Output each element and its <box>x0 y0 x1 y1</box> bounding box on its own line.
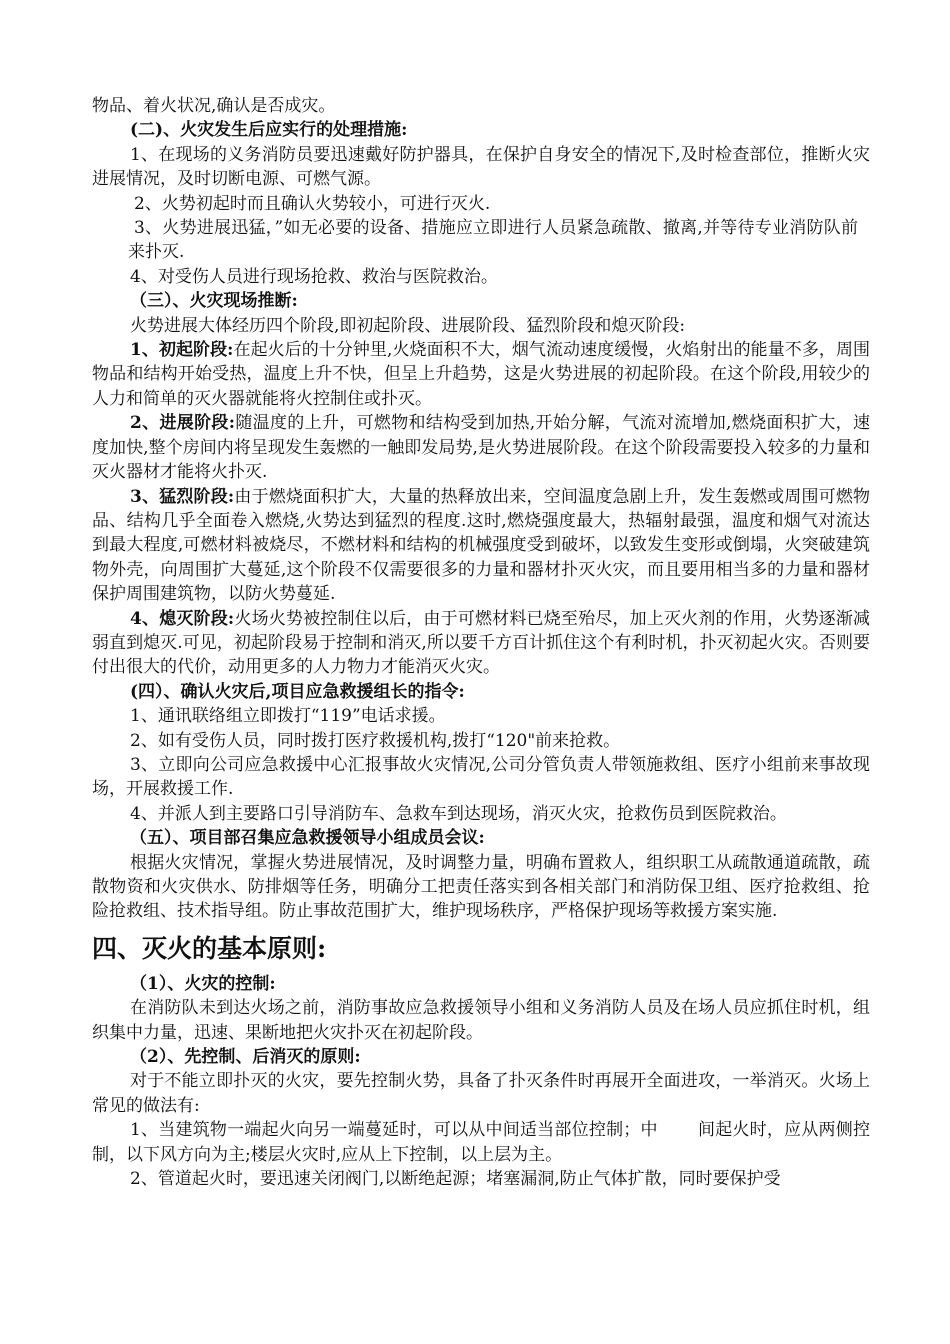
section-heading: (二)、火灾发生后应实行的处理措施: <box>130 120 408 141</box>
paragraph: 2、管道起火时，要迅速关闭阀门,以断绝起源；堵塞漏洞,防止气体扩散，同时要保护受 <box>130 1169 781 1190</box>
paragraph: 1、通讯联络组立即拨打“119”电话求援。 <box>130 706 446 727</box>
paragraph: 4、对受伤人员进行现场抢救、救治与医院救治。 <box>130 266 498 287</box>
section-heading: （1）、火灾的控制: <box>130 973 276 994</box>
section-heading: （三）、火灾现场推断: <box>130 291 298 312</box>
section-heading: （2）、先控制、后消灭的原则: <box>130 1047 361 1068</box>
text-run: 间起火时，应从两侧控制，以下风方向为主;楼层火灾时,应从上下控制，以上层为主。 <box>92 1120 870 1165</box>
paragraph <box>92 338 870 411</box>
text-run: 1、当建筑物一端起火向另一端蔓延时，可以从中间适当部位控制；中 <box>130 1120 658 1141</box>
paragraph: 3、立即向公司应急救援中心汇报事故火灾情况,公司分管负责人带领施救组、医疗小组前来事故现场，开展救援工作. <box>92 754 870 800</box>
paragraph <box>92 607 870 680</box>
stage-text: 由于燃烧面积扩大，大量的热释放出来，空间温度急剧上升，发生轰燃或周围可燃物品、结构几乎全面卷入燃烧,火势达到猛烈的程度.这时,燃烧强度最大，热辐射最强，温度和烟气对流达到最大程度,可燃材料被烧尽，不燃材料和结构的机械强度受到破坏，以致发生变形或倒塌，火突破建筑物外壳，向周围扩大蔓延,这个阶段不仅需要很多的力量和器材扑灭火灾，而且要用相当多的力量和器材保护周围建筑物，以防火势蔓延. <box>92 486 871 605</box>
stage-text: 在起火后的十分钟里,火烧面积不大，烟气流动速度缓慢，火焰射出的能量不多，周围物品和结构开始受热，温度上升不快，但呈上升趋势，这是火势进展的初起阶段。在这个阶段,用较少的人力和简单的灭火器就能将火控制住或扑灭。 <box>92 340 871 409</box>
paragraph: 物品、着火状况,确认是否成灾。 <box>92 96 336 116</box>
section-heading: （五）、项目部召集应急救援领导小组成员会议: <box>130 828 485 849</box>
paragraph <box>92 485 870 607</box>
stage-text: 随温度的上升，可燃物和结构受到加热,开始分解，气流对流增加,燃烧面积扩大，速度加快,整个房间内将呈现发生轰燃的一触即发局势,是火势进展阶段。在这个阶段需要投入较多的力量和灭火器材才能将火扑灭. <box>92 413 870 483</box>
main-heading: 四、灭火的基本原则: <box>92 933 327 963</box>
paragraph: 2、如有受伤人员，同时拨打医疗救援机构,拨打“120"前来抢救。 <box>130 730 621 751</box>
stage-text: 火场火势被控制住以后，由于可燃材料已烧至殆尽，加上灭火剂的作用，火势逐渐减弱直到熄灭.可见，初起阶段易于控制和消灭,所以要千方百计抓住这个有利时机，扑灭初起火灾。否则要付出很大的代价，动用更多的人力物力才能消灭火灾。 <box>92 608 871 678</box>
paragraph: 3、火势进展迅猛，”如无必要的设备、措施应立即进行人员紧急疏散、撤离,并等待专业消防队前来扑灭. <box>128 218 858 263</box>
paragraph <box>92 1118 870 1167</box>
paragraph: 2、火势初起时而且确认火势较小，可进行灭火. <box>134 193 491 214</box>
paragraph <box>92 411 870 484</box>
stage-title: 3、猛烈阶段: <box>130 486 235 507</box>
stage-title: 2、进展阶段: <box>130 413 236 434</box>
paragraph: 根据火灾情况，掌握火势进展情况，及时调整力量，明确布置救人，组织职工从疏散通道疏散，疏散物资和火灾供水、防排烟等任务，明确分工把责任落实到各相关部门和消防保卫组、医疗抢救组、抢险抢救组、技术指导组。防止事故范围扩大，维护现场秩序，严格保护现场等救援方案实施. <box>92 852 870 922</box>
paragraph: 1、在现场的义务消防员要迅速戴好防护器具，在保护自身安全的情况下,及时检查部位，推断火灾进展情况，及时切断电源、可燃气源。 <box>92 144 870 190</box>
paragraph: 对于不能立即扑灭的火灾，要先控制火势，具备了扑灭条件时再展开全面进攻，一举消灭。火场上常见的做法有: <box>92 1071 870 1116</box>
stage-title: 4、熄灭阶段: <box>130 608 235 629</box>
section-heading: (四）、确认火灾后,项目应急救援组长的指令: <box>130 681 465 702</box>
stage-title: 1、初起阶段: <box>130 340 234 361</box>
paragraph: 在消防队未到达火场之前，消防事故应急救援领导小组和义务消防人员及在场人员应抓住时机，组织集中力量，迅速、果断地把火灾扑灭在初起阶段。 <box>92 998 870 1043</box>
paragraph: 火势进展大体经历四个阶段,即初起阶段、进展阶段、猛烈阶段和熄灭阶段: <box>130 315 686 336</box>
paragraph: 4、并派人到主要路口引导消防车、急救车到达现场，消灭火灾，抢救伤员到医院救治。 <box>130 803 787 824</box>
document-page <box>92 94 870 1191</box>
